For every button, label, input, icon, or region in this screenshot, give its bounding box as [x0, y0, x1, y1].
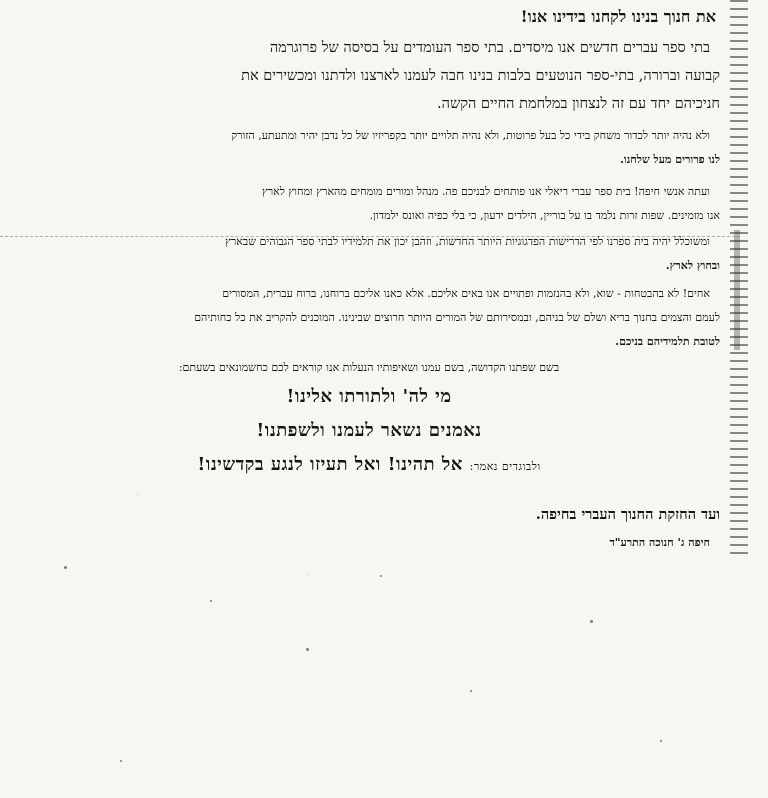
paragraph-3 [18, 180, 720, 228]
slogan-3 [18, 448, 720, 484]
slogan-3-prefix: ולבוגדים נאמר: [469, 460, 541, 473]
paragraph-line: לנו פרורים מעל שלחנו. [620, 153, 720, 166]
top-line: את חנוך בנינו לקחנו בידינו אנו! [520, 7, 716, 26]
scan-edge-artifact [734, 230, 740, 350]
paragraph-line: חניכיהם יחד עם זה לנצחון במלחמת החיים הקשה. [437, 96, 720, 112]
call-intro: בשם שפתנו הקדושה, בשם עמנו ושאיפותיו הנעלות אנו קוראים לכם כחשמונאים בשעתם: [178, 361, 560, 374]
scan-speck [470, 690, 472, 692]
signature: ועד החזקת החנוך העברי בחיפה. [535, 506, 720, 523]
scan-speck [590, 620, 593, 623]
paragraph-line: לטובת תלמידיהם בניכם. [615, 335, 720, 348]
slogan-2: נאמנים נשאר לעמנו ולשפתנו! [256, 420, 482, 441]
scan-speck [64, 566, 67, 569]
paragraph-line: קבועה וברורה, בתי-ספר הנוטעים בלבות בנינו חבה לעמנו לארצנו ולדתנו ומכשירים את [241, 68, 720, 84]
paragraph-1 [18, 34, 720, 118]
paragraph-line: ומשוכלל יהיה בית ספרנו לפי הדרישות הפדגוגיות היותר החדשות, וזהבן יכון את תלמידיו לבתי ספר הגבוהים שבארץ [225, 235, 710, 248]
paragraph-line: ובחוץ לארץ. [665, 259, 720, 272]
paragraph-line: ולא נהיה יותר לכדור משחק בידי כל בעל פרוטות, ולא נהיה תלויים יותר בקפריזיו של כל נדבן יהיר ומתעתע, הזורק [231, 129, 710, 142]
paragraph-line: לעמם והצמים בחנוך בריא ושלם של בניהם, ובמסירותם של המורים היותר חרוצים שבינינו. המוכנים להקריב את כל כחותיהם [194, 311, 720, 324]
slogan-3-text: אל תהינו! ואל תעיזו לנגע בקדשינו! [197, 454, 463, 475]
scan-speck [660, 740, 662, 742]
slogan-1: מי לה' ולתורתו אלינו! [286, 386, 452, 407]
paragraph-4 [18, 230, 720, 278]
scan-speck [306, 648, 309, 651]
paragraph-2 [18, 124, 720, 172]
date-line: חיפה ג' חנוכה התרע"ד [609, 536, 710, 549]
paragraph-5 [18, 282, 720, 354]
scan-speck [210, 600, 212, 602]
scan-speck [120, 760, 122, 762]
paragraph-line: אנו מזמינים. שפות זרות נלמד בו על בוריין, הילדים ידעון, כי בלי כפיה ואונס ילמדון. [369, 209, 720, 222]
paragraph-line: אחים! לא בהבטחות - שוא, ולא בהנזמות ופתויים אנו באים אליכם. אלא כאנו אליכם ברוחנו, ברוח עברית, המסורים [222, 287, 710, 300]
signature-block [18, 506, 720, 549]
paragraph-line: בתי ספר עברים חדשים אנו מיסדים. בתי ספר העומדים על בסיסה של פרוגרמה [269, 40, 710, 56]
document-body [18, 6, 720, 484]
scan-speck [380, 575, 382, 577]
paragraph-line: ועתה אנשי חיפה! בית ספר עברי ריאלי אנו פותחים לבניכם פה. מנהל ומורים מומחים מהארץ ומחוץ לארץ [262, 185, 710, 198]
